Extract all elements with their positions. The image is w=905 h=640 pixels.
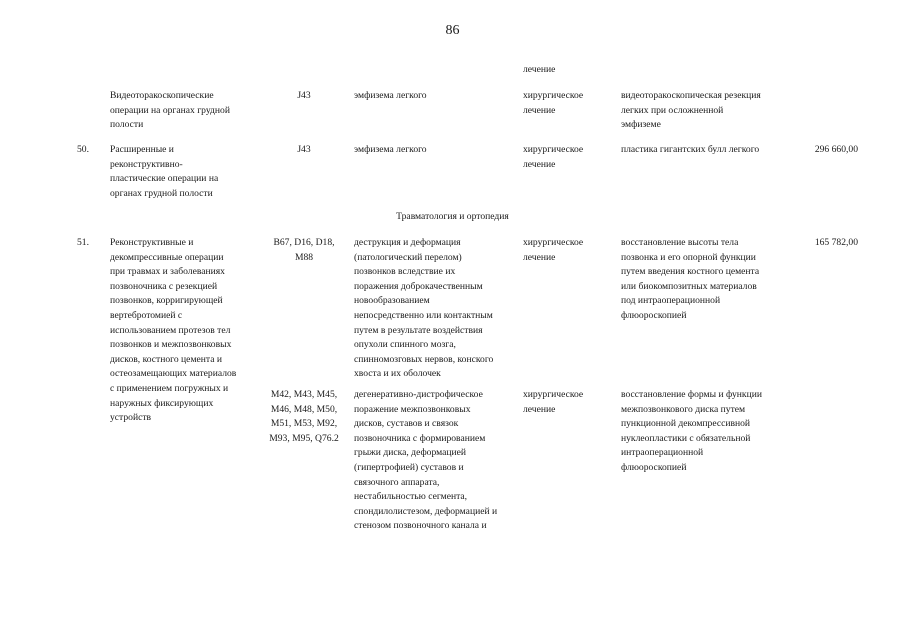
cell-treatment-type: хирургическое лечение	[523, 90, 584, 116]
cell-method: пластика гигантских булл легкого	[621, 144, 760, 155]
cell-method: восстановление высоты тела позвонка и его опорной функции путем введения костного цемента или биокомпозитных материалов под интраоперационной флюороскопией	[621, 237, 760, 321]
cell-group: Видеоторакоскопические операции на органах грудной полости	[110, 90, 230, 131]
cell-code: В67, D16, D18, M88	[273, 237, 335, 263]
cell-group: Реконструктивные и декомпрессивные операции при травмах и заболеваниях позвоночника с резекцией позвонков, корригирующей вертебротомией с использованием протезов тел позвонков и межпозвонковых дисков, костного цемента и остеозамещающих материалов с применением погружных и наружных фиксирующих устройств	[110, 237, 237, 424]
cell-method: восстановление формы и функции межпозвонкового диска путем пункционной декомпрессивной нуклеопластики с обязательной интраоперационной флюороскопией	[621, 389, 762, 473]
cell-price: 296 660,00	[814, 144, 858, 155]
cell-model: эмфизема легкого	[354, 144, 427, 155]
cell-group: Расширенные и реконструктивно- пластические операции на органах грудной полости	[110, 144, 219, 199]
cell-code: J43	[297, 144, 311, 155]
page-number: 86	[445, 23, 460, 38]
cell-treatment-type: хирургическое лечение	[523, 237, 584, 263]
cell-model: деструкция и деформация (патологический перелом) позвонков вследствие их поражения доброкачественным новообразованием непосредственно или контактным путем в результате воздействия опухоли спинного мозга, спинномозговых нервов, конского хвоста и их оболочек	[354, 237, 494, 380]
cell-price: 165 782,00	[814, 237, 858, 248]
cell-number: 51.	[77, 237, 89, 248]
cell-code: M42, M43, M45, M46, M48, M50, M51, M53, M92, M93, M95, Q76.2	[269, 389, 339, 444]
cell-model: эмфизема легкого	[354, 90, 427, 101]
cell-method-continuation: лечение	[523, 64, 556, 75]
section-heading: Травматология и ортопедия	[396, 211, 509, 222]
cell-code: J43	[297, 90, 311, 101]
cell-method: видеоторакоскопическая резекция легких при осложненной эмфиземе	[621, 90, 761, 131]
cell-number: 50.	[77, 144, 89, 155]
cell-treatment-type: хирургическое лечение	[523, 389, 584, 415]
cell-treatment-type: хирургическое лечение	[523, 144, 584, 170]
cell-model: дегенеративно-дистрофическое поражение межпозвонковых дисков, суставов и связок позвоночника с формированием грыжи диска, деформацией (гипертрофией) суставов и связочного аппарата, нестабильностью сегмента, спондилолистезом, деформацией и стенозом позвоночного канала и	[354, 389, 498, 532]
